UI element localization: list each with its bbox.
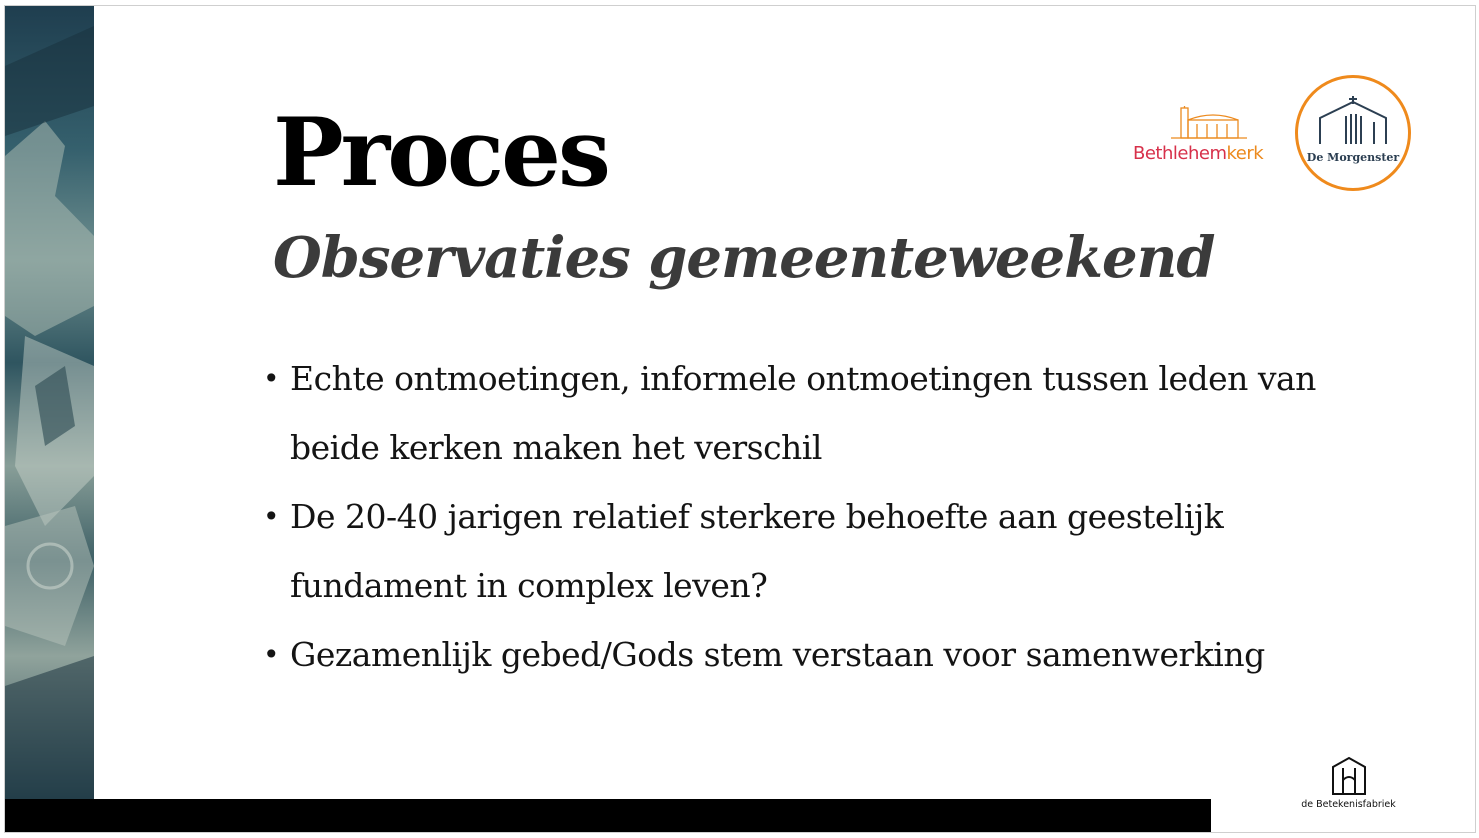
bullet-text: De 20-40 jarigen relatief sterkere behoefte aan geestelijk fundament in complex leven? — [290, 497, 1224, 605]
side-photo-strip — [5, 6, 94, 799]
morgenster-logo — [1295, 75, 1411, 191]
slide — [4, 5, 1476, 833]
bullet-text: Gezamenlijk gebed/Gods stem verstaan voor samenwerking — [290, 635, 1265, 674]
bullet-icon: • — [263, 638, 280, 671]
church-outline-icon — [1316, 96, 1390, 148]
bullet-icon: • — [263, 500, 280, 533]
bethlehemkerk-part1: Bethlehem — [1133, 143, 1227, 164]
bethlehemkerk-wordmark — [1133, 143, 1263, 164]
bethlehemkerk-part2: kerk — [1226, 143, 1264, 164]
church-building-icon — [1169, 106, 1249, 142]
bullet-item — [263, 620, 1323, 689]
footer-bar — [5, 799, 1211, 833]
betekenisfabriek-label: de Betekenisfabriek — [1301, 799, 1396, 810]
betekenisfabriek-icon — [1330, 756, 1368, 796]
betekenisfabriek-logo — [1291, 756, 1406, 816]
bethlehemkerk-logo — [1133, 106, 1283, 170]
side-photo-texture — [5, 6, 94, 799]
morgenster-label: De Morgenster — [1306, 151, 1400, 164]
bullet-text: Echte ontmoetingen, informele ontmoetingen tussen leden van beide kerken maken het verschil — [290, 359, 1316, 467]
bullet-item — [263, 344, 1323, 482]
bullet-item — [263, 482, 1323, 620]
slide-title: Proces — [273, 98, 608, 208]
bullet-icon: • — [263, 362, 280, 395]
bullet-list — [263, 344, 1323, 689]
slide-subtitle: Observaties gemeenteweekend — [273, 225, 1215, 291]
